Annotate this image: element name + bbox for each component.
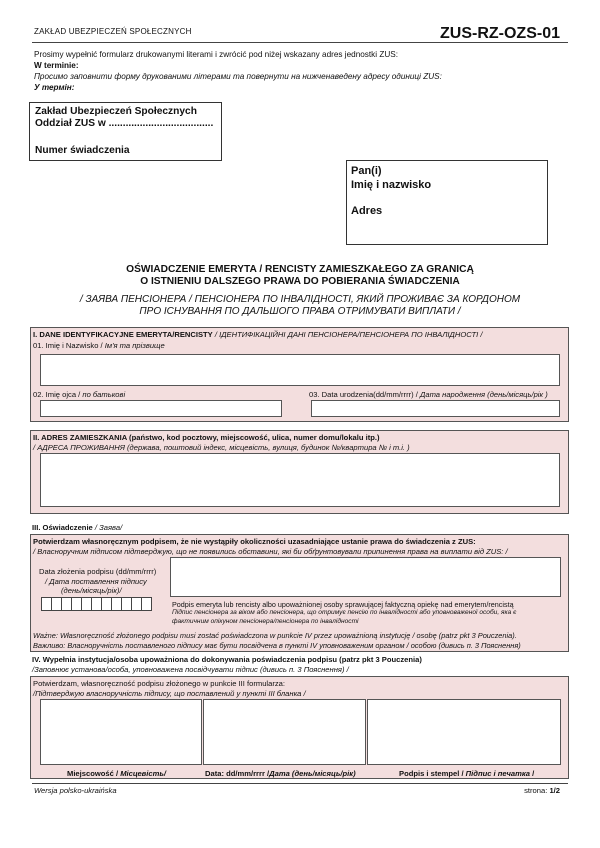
statement-ua: / Власноручним підписом підтверджую, що не появились обставини, які би обґрунтовували припинення права на виплати від ZUS: / — [33, 547, 508, 556]
field-name-label: 01. Imię i Nazwisko / Ім'я та прізвище — [33, 341, 165, 350]
signature-input[interactable] — [170, 557, 561, 597]
birthdate-input[interactable] — [311, 400, 560, 417]
place-input[interactable] — [40, 699, 202, 765]
signature-date-cells[interactable] — [41, 597, 151, 611]
section4-heading-ua: /Заповнює установа/особа, уповноважена посвідчувати підпис (дивись п. 3 Пояснення) / — [32, 665, 349, 674]
section2-heading: II. ADRES ZAMIESZKANIA (państwo, kod pocztowy, miejscowość, ulica, numer domu/lokalu itp.) — [33, 433, 380, 442]
section-certification — [30, 676, 569, 779]
stamp-input[interactable] — [367, 699, 561, 765]
title-pl-line2: O ISTNIENIU DALSZEGO PRAWA DO POBIERANIA ŚWIADCZENIA — [140, 276, 460, 287]
field-birthdate-label: 03. Data urodzenia(dd/mm/rrrr) / Дата народження (день/місяць/рік ) — [309, 390, 548, 399]
zus-branch-box — [29, 102, 222, 161]
intro-deadline-ua: У термін: — [34, 83, 75, 92]
section-address — [30, 430, 569, 514]
form-title-ua — [40, 294, 560, 318]
institution-header: ZAKŁAD UBEZPIECZEŃ SPOŁECZNYCH — [34, 27, 192, 36]
zus-name: Zakład Ubezpieczeń Społecznych — [35, 106, 197, 117]
signature-label-ua1: Підпис пенсіонера за віком або пенсіонера, що отримує пенсію по інвалідності або уповноваженої особи, яка є — [172, 609, 517, 616]
footer-page: strona: 1/2 — [524, 786, 560, 795]
section-statement — [30, 534, 569, 652]
title-ua-line2: ПРО ІСНУВАННЯ ПО ДАЛЬШОГО ПРАВА ОТРИМУВАТИ ВИПЛАТИ / — [139, 306, 461, 317]
addressee-salutation: Pan(i) — [351, 165, 382, 177]
footer-divider — [32, 783, 568, 784]
confirm-pl: Potwierdzam, własnoręczność podpisu złożonego w punkcie III formularza: — [33, 679, 285, 688]
intro-instructions — [34, 49, 442, 93]
address-input[interactable] — [40, 453, 560, 507]
cert-date-input[interactable] — [203, 699, 366, 765]
section-identification — [30, 327, 569, 422]
note-pl: Ważne: Własnoręczność złożonego podpisu musi zostać poświadczona w punkcie IV przez upoważnioną instytucję / osobę (patrz pkt 3 Pouczenia). — [33, 631, 517, 640]
intro-line1-pl: Prosimy wypełnić formularz drukowanymi literami i zwrócić pod niżej wskazany adres jednostki ZUS: — [34, 50, 399, 59]
signature-label: Podpis emeryta lub rencisty albo upoważnionej osoby sprawującej faktyczną opiekę nad emerytem/rencistą — [172, 600, 514, 609]
form-code: ZUS-RZ-OZS-01 — [440, 25, 560, 42]
signature-date-label-ua2: (день/місяць/рік)/ — [61, 586, 122, 595]
father-name-input[interactable] — [40, 400, 282, 417]
addressee-box — [346, 160, 548, 245]
section4-heading: IV. Wypełnia instytucja/osoba upoważniona do dokonywania poświadczenia podpisu (patrz pkt 3 Pouczenia) — [32, 655, 422, 664]
title-ua-line1: / ЗАЯВА ПЕНСІОНЕРА / ПЕНСІОНЕРА ПО ІНВАЛІДНОСТІ, ЯКИЙ ПРОЖИВАЄ ЗА КОРДОНОМ — [79, 294, 521, 305]
addressee-address-label: Adres — [351, 205, 383, 217]
full-name-input[interactable] — [40, 354, 560, 386]
field-father-name-label: 02. Imię ojca / по батькові — [33, 390, 126, 399]
header-divider — [32, 42, 568, 43]
title-pl-line1: OŚWIADCZENIE EMERYTA / RENCISTY ZAMIESZKAŁEGO ZA GRANICĄ — [126, 264, 474, 275]
benefit-number-label: Numer świadczenia — [35, 145, 130, 156]
note-ua: Важливо: Власноручність поставленого підпису має бути посвідчена в пункті IV уповноваженим органом / особою (дивись п. 3 Пояснення) — [33, 641, 521, 650]
statement-pl: Potwierdzam własnoręcznym podpisem, że nie wystąpiły okoliczności uzasadniające ustanie prawa do świadczenia z ZUS: — [33, 537, 476, 546]
signature-date-label: Data złożenia podpisu (dd/mm/rrrr) — [39, 567, 157, 576]
section1-heading: I. DANE IDENTYFIKACYJNE EMERYTA/RENCISTY / ІДЕНТИФІКАЦІЙНІ ДАНІ ПЕНСІОНЕРА/ПЕНСІОНЕРА ПО ІНВАЛІДНОСТІ / — [33, 330, 483, 339]
zus-branch: Oddział ZUS w ..................................... — [35, 118, 214, 129]
intro-deadline-pl: W terminie: — [34, 61, 79, 70]
footer-version: Wersja polsko-ukraińska — [34, 786, 117, 795]
intro-line1-ua: Просимо заповнити форму друкованими літерами та повернути на нижченаведену адресу одиниці ZUS: — [34, 72, 442, 81]
form-title — [40, 264, 560, 288]
section2-heading-ua: / АДРЕСА ПРОЖИВАННЯ (держава, поштовий індекс, місцевість, вулиця, будинок №/квартира № і т.і. ) — [33, 443, 410, 452]
addressee-name-label: Imię i nazwisko — [351, 179, 432, 191]
signature-date-label-ua1: / Дата поставлення підпису — [45, 577, 147, 586]
place-label: Miejscowość / Місцевість/ — [67, 769, 166, 778]
signature-label-ua2: фактичним опікуном пенсіонера/пенсіонера по інвалідності — [172, 618, 359, 625]
confirm-ua: /Підтверджую власноручність підпису, що поставлений у пункті III бланка / — [33, 689, 306, 698]
stamp-label: Podpis i stempel / Підпис і печатка / — [399, 769, 535, 778]
section3-heading: III. Oświadczenie / Заява/ — [32, 523, 123, 532]
cert-date-label: Data: dd/mm/rrrr /Дата (день/місяць/рік) — [205, 769, 356, 778]
